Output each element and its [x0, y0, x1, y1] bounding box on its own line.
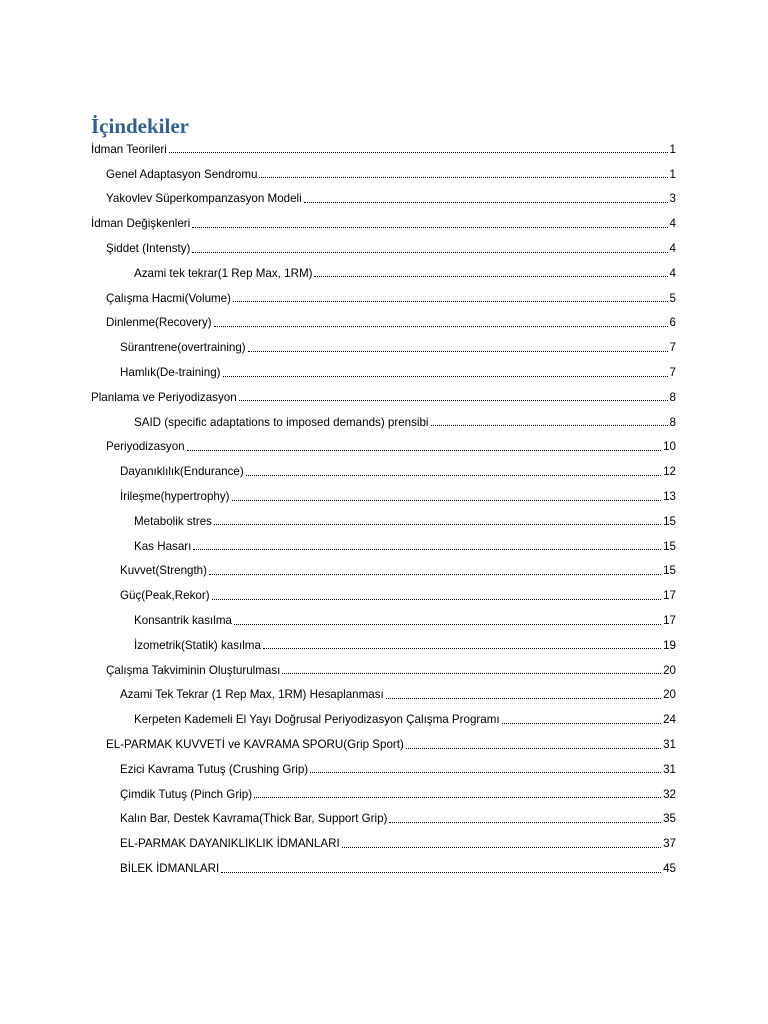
toc-entry[interactable] [0, 286, 768, 311]
toc-entry-page-number: 10 [663, 440, 676, 454]
toc-entry-title: Kerpeten Kademeli El Yayı Doğrusal Periyodizasyon Çalışma Programı [134, 713, 500, 727]
toc-entry[interactable] [0, 335, 768, 360]
toc-entry-title: Metabolik stres [134, 514, 212, 528]
toc-entry-page-number: 15 [663, 564, 676, 578]
toc-entry-title: BİLEK İDMANLARI [120, 862, 220, 875]
toc-entry[interactable] [0, 509, 768, 534]
dot-leader [223, 375, 668, 377]
toc-entry-title: Hamlık(De-training) [120, 366, 221, 380]
toc-entry-page-number: 13 [663, 490, 676, 504]
dot-leader [233, 300, 668, 302]
toc-entry[interactable] [0, 831, 768, 856]
dot-leader [431, 424, 668, 426]
toc-entry[interactable] [0, 583, 768, 608]
toc-entry-title: Güç(Peak,Rekor) [120, 589, 210, 603]
toc-entry-title: Çalışma Hacmi(Volume) [106, 291, 231, 305]
toc-entry-page-number: 5 [669, 291, 676, 305]
toc-entry[interactable] [0, 658, 768, 683]
dot-leader [263, 647, 661, 649]
dot-leader [209, 573, 661, 575]
toc-entry[interactable] [0, 707, 768, 732]
dot-leader [248, 350, 668, 352]
toc-entry-title: Çalışma Takviminin Oluşturulması [106, 663, 281, 677]
toc-entry-title: Ezici Kavrama Tutuş (Crushing Grip) [120, 762, 309, 776]
dot-leader [192, 226, 667, 228]
toc-entry-page-number: 1 [669, 142, 676, 156]
toc-entry-page-number: 31 [663, 762, 676, 776]
toc-entry[interactable] [0, 782, 768, 807]
toc-entry-page-number: 35 [663, 812, 676, 826]
toc-entry-title: Kalın Bar, Destek Kavrama(Thick Bar, Support Grip) [120, 812, 388, 826]
dot-leader [282, 672, 661, 674]
toc-entry-title: Konsantrik kasılma [134, 614, 232, 628]
toc-entry-page-number: 1 [669, 167, 676, 181]
toc-entry-page-number: 17 [663, 589, 676, 603]
toc-entry-title: Azami tek tekrar(1 Rep Max, 1RM) [134, 266, 313, 280]
dot-leader [232, 499, 662, 501]
toc-entry-page-number: 7 [669, 341, 676, 355]
toc-entry-page-number: 7 [669, 366, 676, 380]
toc-entry[interactable] [0, 410, 768, 435]
dot-leader [502, 722, 662, 724]
dot-leader [212, 598, 662, 600]
toc-entry[interactable] [0, 807, 768, 832]
dot-leader [192, 251, 667, 253]
toc-entry-page-number: 3 [669, 192, 676, 206]
dot-leader [254, 796, 661, 798]
toc-list [0, 137, 768, 881]
toc-entry-title: İdman Teorileri [91, 142, 167, 156]
toc-entry-page-number: 24 [663, 713, 676, 727]
dot-leader [304, 201, 668, 203]
toc-entry-page-number: 37 [663, 837, 676, 851]
toc-entry-page-number: 31 [663, 738, 676, 752]
toc-entry-title: Periyodizasyon [106, 440, 185, 454]
toc-entry-title: İdman Değişkenleri [91, 217, 191, 231]
dot-leader [187, 449, 661, 451]
toc-entry-title: Kuvvet(Strength) [120, 564, 207, 578]
toc-entry-page-number: 15 [663, 539, 676, 553]
toc-entry-title: Sürantrene(overtraining) [120, 341, 246, 355]
toc-entry-page-number: 8 [669, 415, 676, 429]
dot-leader [386, 697, 661, 699]
toc-entry-title: İrileşme(hypertrophy) [120, 490, 230, 504]
toc-entry-title: Yakovlev Süperkompanzasyon Modeli [106, 192, 302, 206]
toc-entry-page-number: 6 [669, 316, 676, 330]
toc-entry-page-number: 4 [669, 242, 676, 256]
dot-leader [406, 747, 661, 749]
toc-entry[interactable] [0, 534, 768, 559]
toc-entry-title: Planlama ve Periyodizasyon [91, 390, 237, 404]
toc-entry-page-number: 19 [663, 638, 676, 652]
toc-entry[interactable] [0, 559, 768, 584]
toc-entry[interactable] [0, 236, 768, 261]
toc-entry[interactable] [0, 757, 768, 782]
toc-entry-title: Genel Adaptasyon Sendromu [106, 167, 258, 181]
toc-entry[interactable] [0, 360, 768, 385]
dot-leader [221, 871, 661, 873]
toc-entry-title: SAID (specific adaptations to imposed demands) prensibi [134, 415, 429, 429]
toc-entry[interactable] [0, 311, 768, 336]
toc-entry[interactable] [0, 732, 768, 757]
toc-heading: İçindekiler [91, 114, 189, 138]
dot-leader [389, 821, 661, 823]
dot-leader [314, 275, 667, 277]
dot-leader [259, 176, 667, 178]
dot-leader [193, 548, 661, 550]
dot-leader [169, 151, 668, 153]
toc-entry[interactable] [0, 608, 768, 633]
toc-entry-page-number: 20 [663, 663, 676, 677]
toc-entry-title: Dayanıklılık(Endurance) [120, 465, 244, 479]
toc-entry[interactable] [0, 633, 768, 658]
toc-entry-title: Çimdik Tutuş (Pinch Grip) [120, 787, 253, 801]
toc-entry-title: Dinlenme(Recovery) [106, 316, 212, 330]
dot-leader [246, 474, 661, 476]
toc-entry-title: EL-PARMAK KUVVETİ ve KAVRAMA SPORU(Grip Sport) [106, 738, 404, 752]
toc-entry[interactable] [0, 856, 768, 881]
dot-leader [310, 771, 661, 773]
toc-entry-page-number: 15 [663, 514, 676, 528]
toc-entry[interactable] [0, 459, 768, 484]
dot-leader [214, 523, 661, 525]
toc-entry[interactable] [0, 683, 768, 708]
toc-entry-title: Şiddet (Intensty) [106, 242, 191, 256]
toc-entry[interactable] [0, 187, 768, 212]
dot-leader [234, 623, 661, 625]
toc-entry-page-number: 8 [669, 390, 676, 404]
toc-entry-page-number: 32 [663, 787, 676, 801]
toc-entry-page-number: 4 [669, 266, 676, 280]
toc-entry[interactable] [0, 435, 768, 460]
toc-entry[interactable] [0, 211, 768, 236]
toc-entry-title: Azami Tek Tekrar (1 Rep Max, 1RM) Hesaplanması [120, 688, 384, 702]
toc-entry-page-number: 45 [663, 862, 676, 875]
toc-entry[interactable] [0, 261, 768, 286]
toc-entry[interactable] [0, 385, 768, 410]
toc-entry-title: İzometrik(Statik) kasılma [134, 638, 261, 652]
toc-entry-page-number: 4 [669, 217, 676, 231]
toc-entry-page-number: 20 [663, 688, 676, 702]
toc-entry-page-number: 12 [663, 465, 676, 479]
toc-entry-title: EL-PARMAK DAYANIKLIKLIK İDMANLARI [120, 837, 340, 851]
dot-leader [342, 846, 661, 848]
toc-entry[interactable] [0, 137, 768, 162]
toc-entry-page-number: 17 [663, 614, 676, 628]
dot-leader [214, 325, 668, 327]
dot-leader [239, 399, 668, 401]
toc-entry[interactable] [0, 162, 768, 187]
toc-entry[interactable] [0, 484, 768, 509]
toc-entry-title: Kas Hasarı [134, 539, 192, 553]
